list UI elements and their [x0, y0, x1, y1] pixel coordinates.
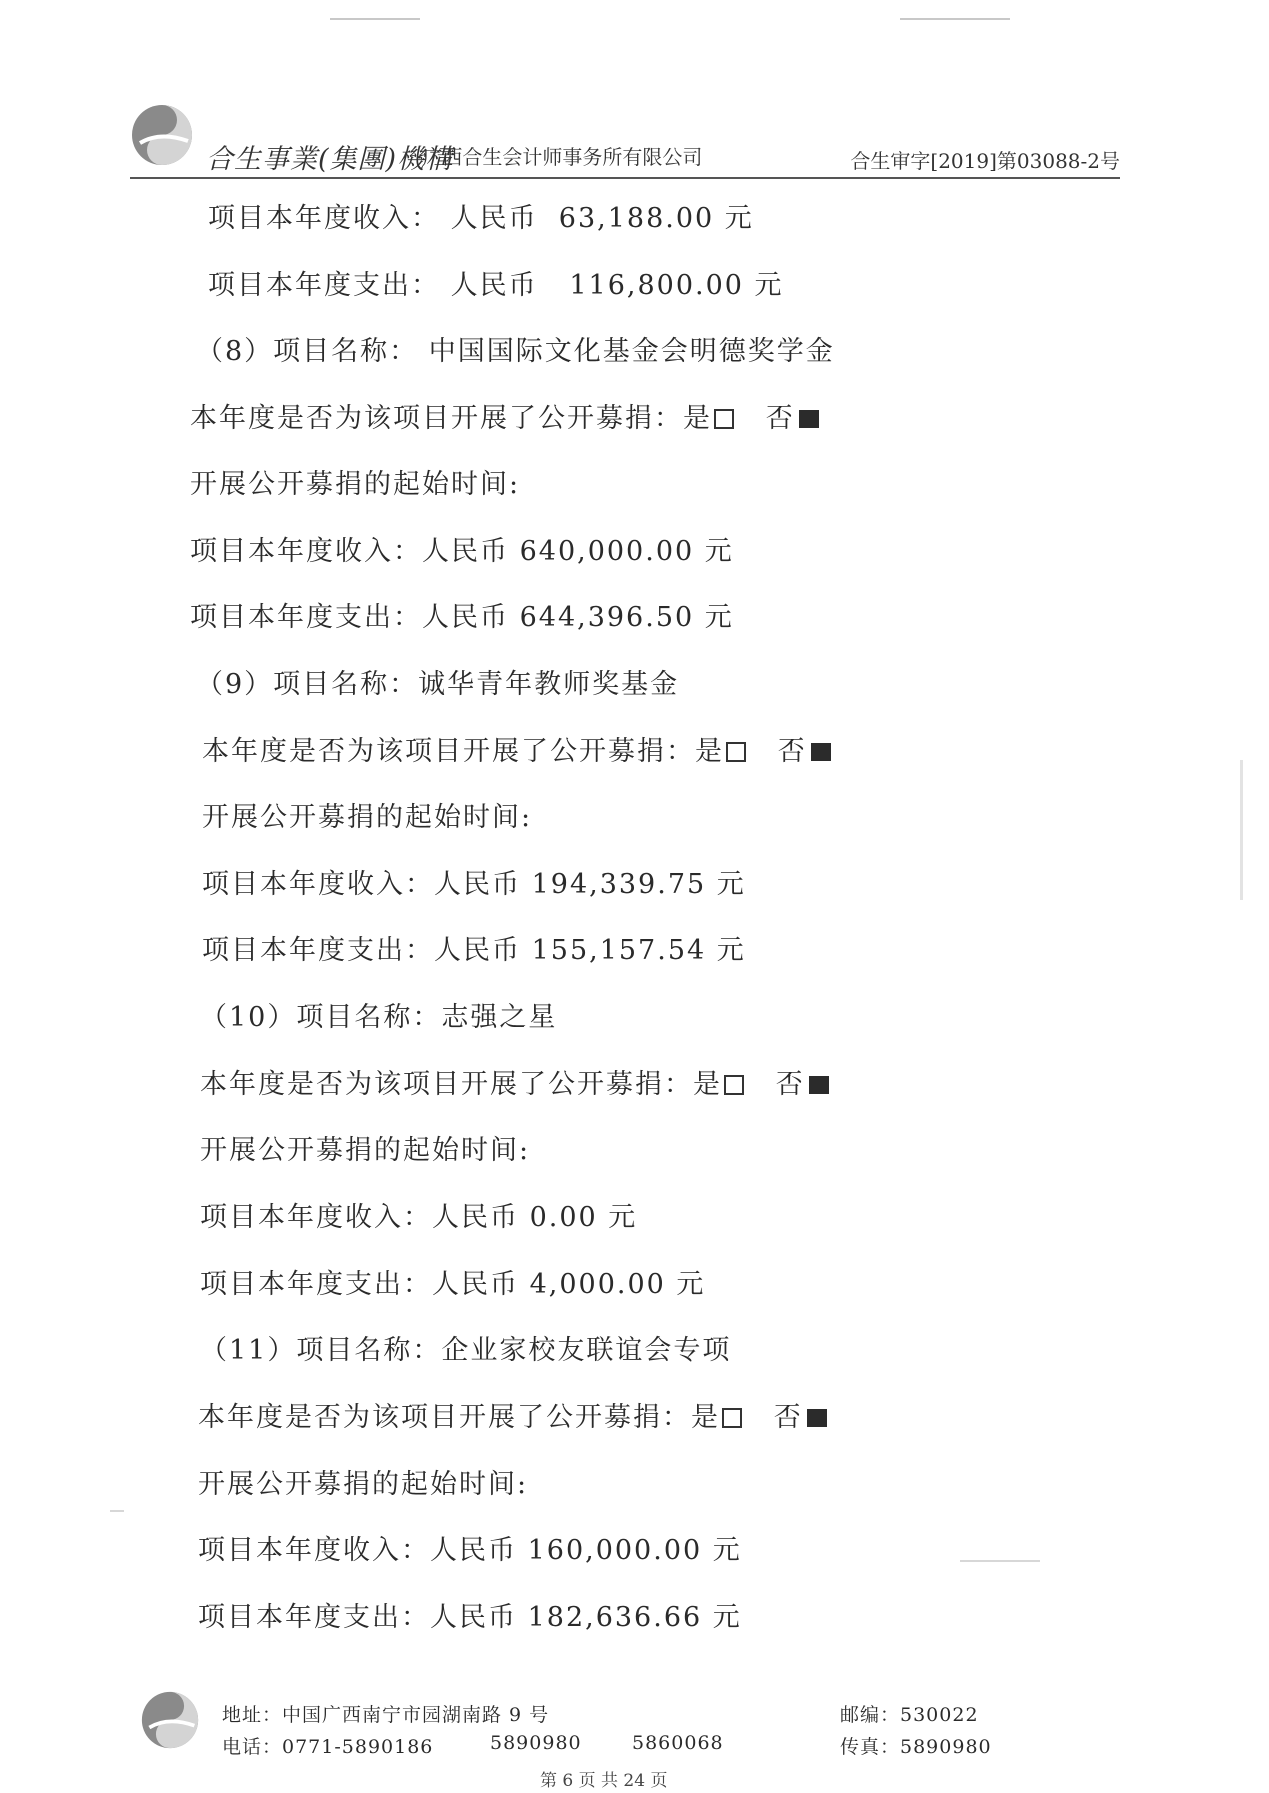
checkbox-yes-unchecked	[724, 1075, 744, 1095]
footer-phone-3: 5860068	[632, 1732, 724, 1754]
income-line: 项目本年度收入：人民币 0.00 元	[200, 1202, 638, 1233]
letterhead-footer	[140, 1690, 1000, 1790]
yes-label: 是	[683, 403, 712, 434]
project-heading: （9）项目名称：诚华青年教师奖基金	[196, 669, 680, 700]
question-text: 本年度是否为该项目开展了公开募捐：	[202, 736, 695, 767]
expense-value: 116,800.00 元	[569, 270, 784, 301]
footer-address: 地址：中国广西南宁市园湖南路 9 号	[222, 1704, 550, 1726]
scan-artifact	[330, 18, 420, 20]
scan-artifact	[900, 18, 1010, 20]
question-text: 本年度是否为该项目开展了公开募捐：	[200, 1069, 693, 1100]
question-text: 本年度是否为该项目开展了公开募捐：	[190, 403, 683, 434]
start-time-line: 开展公开募捐的起始时间:	[202, 802, 533, 833]
scan-artifact	[960, 1560, 1040, 1562]
fundraising-question	[190, 396, 819, 435]
checkbox-no-checked	[799, 410, 819, 428]
footer-fax: 传真：5890980	[840, 1736, 992, 1758]
income-value: 63,188.00 元	[558, 203, 754, 234]
report-number: 合生审字[2019]第03088-2号	[850, 149, 1120, 173]
no-label: 否	[773, 1402, 803, 1433]
start-time-line: 开展公开募捐的起始时间:	[200, 1135, 531, 1166]
project-heading: （8）项目名称： 中国国际文化基金会明德奖学金	[196, 336, 835, 367]
footer-postcode: 邮编：530022	[840, 1704, 979, 1726]
expense-line: 项目本年度支出：人民币 644,396.50 元	[190, 602, 734, 633]
checkbox-no-checked	[807, 1409, 827, 1427]
project-heading: （10）项目名称：志强之星	[200, 1002, 558, 1033]
income-line: 项目本年度收入：人民币 160,000.00 元	[198, 1535, 742, 1566]
firm-logo-icon	[130, 103, 194, 167]
no-label: 否	[777, 736, 807, 767]
header-rule	[130, 177, 1120, 179]
letterhead	[130, 103, 1120, 181]
expense-line	[208, 263, 784, 302]
yes-label: 是	[693, 1069, 722, 1100]
footer-phone: 电话：0771-5890186	[222, 1736, 434, 1758]
checkbox-yes-unchecked	[722, 1408, 742, 1428]
currency: 人民币	[450, 203, 538, 234]
question-text: 本年度是否为该项目开展了公开募捐：	[198, 1402, 691, 1433]
fundraising-question	[200, 1062, 829, 1101]
start-time-line: 开展公开募捐的起始时间:	[198, 1469, 529, 1500]
yes-label: 是	[695, 736, 724, 767]
expense-line: 项目本年度支出：人民币 182,636.66 元	[198, 1602, 742, 1633]
expense-line: 项目本年度支出：人民币 155,157.54 元	[202, 935, 746, 966]
footer-phone-2: 5890980	[490, 1732, 582, 1754]
scan-artifact	[110, 1510, 124, 1512]
checkbox-no-checked	[809, 1076, 829, 1094]
expense-label: 项目本年度支出：	[208, 270, 440, 301]
income-label: 项目本年度收入：	[208, 203, 440, 234]
checkbox-no-checked	[811, 743, 831, 761]
start-time-line: 开展公开募捐的起始时间:	[190, 469, 521, 500]
expense-line: 项目本年度支出：人民币 4,000.00 元	[200, 1269, 706, 1300]
firm-logo-icon	[140, 1690, 200, 1750]
firm-script-name: 合生事業(集團)機構	[206, 144, 454, 175]
firm-name: ·广西合生会计师事务所有限公司	[416, 145, 703, 169]
currency: 人民币	[450, 270, 538, 301]
page-number: 第 6 页 共 24 页	[540, 1771, 668, 1791]
income-line	[208, 196, 754, 235]
scan-artifact	[1240, 760, 1243, 900]
income-line: 项目本年度收入：人民币 194,339.75 元	[202, 869, 746, 900]
project-heading: （11）项目名称：企业家校友联谊会专项	[200, 1335, 732, 1366]
no-label: 否	[765, 403, 795, 434]
checkbox-yes-unchecked	[726, 742, 746, 762]
checkbox-yes-unchecked	[714, 409, 734, 429]
yes-label: 是	[691, 1402, 720, 1433]
fundraising-question	[202, 729, 831, 768]
income-line: 项目本年度收入：人民币 640,000.00 元	[190, 536, 734, 567]
fundraising-question	[198, 1395, 827, 1434]
no-label: 否	[775, 1069, 805, 1100]
